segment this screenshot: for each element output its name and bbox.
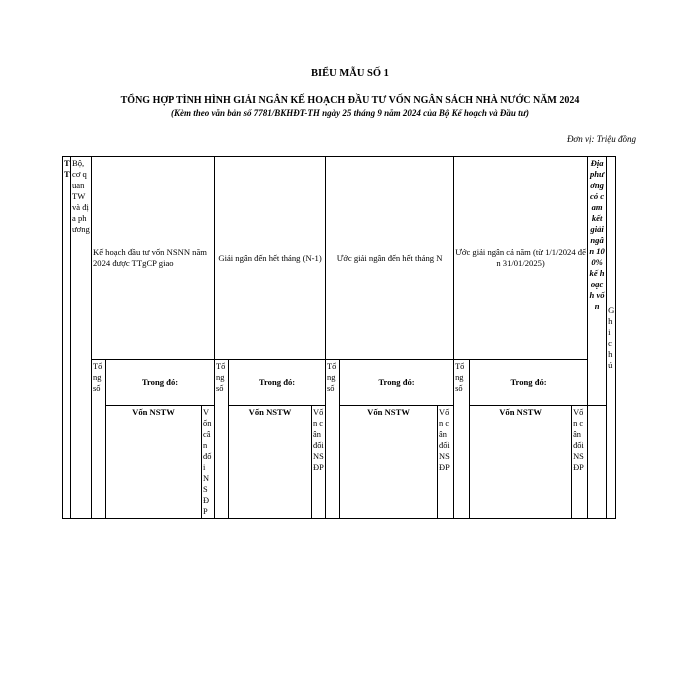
- header-von-can-doi-1: Vốn cân đối NSĐP: [202, 406, 215, 519]
- form-title: BIỂU MẪU SỐ 1: [311, 68, 389, 79]
- header-tong-so-1: Tổng số: [92, 360, 106, 519]
- header-uoc-giai-ngan-n: Ước giải ngân đến hết tháng N: [326, 157, 454, 360]
- header-von-can-doi-3: Vốn cân đối NSĐP: [438, 406, 454, 519]
- header-uoc-giai-ngan-ca-nam: Ước giải ngân cả năm (từ 1/1/2024 đến 31/01/2025): [454, 157, 588, 360]
- header-tong-so-4: Tổng số: [454, 360, 470, 519]
- report-subheading: (Kèm theo văn bản số 7781/BKHĐT-TH ngày 25 tháng 9 năm 2024 của Bộ Kế hoạch và Đầu tư): [170, 108, 530, 118]
- header-trong-do-3: Trong đó:: [340, 360, 454, 406]
- header-tong-so-2: Tổng số: [215, 360, 229, 519]
- header-bo-co-quan: Bộ, cơ quan TW và địa phương: [71, 157, 92, 519]
- header-von-nstw-2: Vốn NSTW: [229, 406, 312, 519]
- header-ghi-chu: Ghi chú: [607, 157, 616, 519]
- report-heading: TỔNG HỢP TÌNH HÌNH GIẢI NGÂN KẾ HOẠCH ĐẦU TƯ VỐN NGÂN SÁCH NHÀ NƯỚC NĂM 2024: [120, 95, 580, 106]
- header-tt: TT: [63, 157, 71, 519]
- header-trong-do-4: Trong đó:: [470, 360, 588, 406]
- header-trong-do-1: Trong đó:: [106, 360, 215, 406]
- disbursement-table: [62, 156, 616, 519]
- header-giai-ngan-n-1: Giải ngân đến hết tháng (N-1): [215, 157, 326, 360]
- header-cam-ket: Địa phương có cam kết giải ngân 100% kế hoạch vốn: [588, 157, 607, 406]
- header-von-nstw-3: Vốn NSTW: [340, 406, 438, 519]
- header-ke-hoach: Kế hoạch đầu tư vốn NSNN năm 2024 được TTgCP giao: [92, 157, 215, 360]
- empty-cell: [588, 406, 607, 519]
- header-trong-do-2: Trong đó:: [229, 360, 326, 406]
- header-von-can-doi-4: Vốn cân đối NSĐP: [572, 406, 588, 519]
- unit-label: Đơn vị: Triệu đồng: [566, 134, 636, 144]
- header-von-nstw-4: Vốn NSTW: [470, 406, 572, 519]
- header-von-nstw-1: Vốn NSTW: [106, 406, 202, 519]
- header-von-can-doi-2: Vốn cân đối NSĐP: [312, 406, 326, 519]
- header-tong-so-3: Tổng số: [326, 360, 340, 519]
